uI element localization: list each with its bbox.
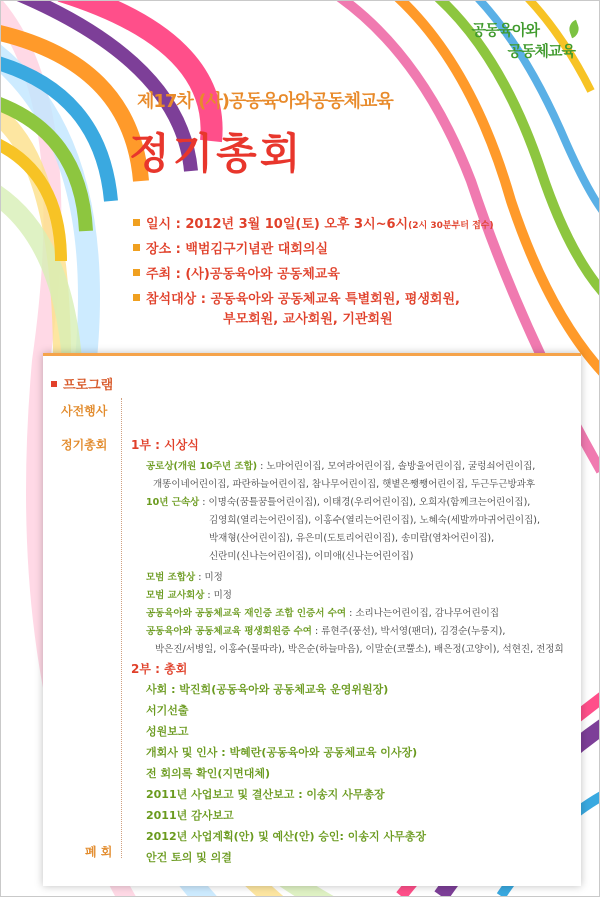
divider — [121, 398, 123, 858]
bullet-icon — [51, 381, 57, 387]
agenda-item: 전 회의록 확인(지면대체) — [146, 767, 270, 780]
agenda-item: 2011년 사업보고 및 결산보고 : 이송지 사무총장 — [146, 788, 385, 801]
award3-text: : 미정 — [195, 572, 223, 583]
logo-line1: 공동육아와 — [471, 21, 539, 39]
award1 — [146, 458, 535, 472]
event-info — [133, 213, 494, 330]
logo-line2: 공동체교육 — [507, 42, 575, 60]
agenda-item: 2012년 사업계획(안) 및 예산(안) 승인: 이송지 사무총장 — [146, 830, 426, 843]
life-label: 공동육아와 공동체교육 평생회원증 수여 — [146, 626, 312, 637]
part1-title: 1부 : 시상식 — [131, 438, 199, 452]
agenda-item: 사회 : 박진희(공동육아와 공동체교육 운영위원장) — [146, 683, 389, 696]
general-meeting-label: 정기총회 — [61, 438, 108, 452]
info-host — [133, 263, 494, 288]
award2 — [146, 494, 530, 508]
agenda-item: 서기선출 — [146, 704, 189, 717]
lifetime-membership — [146, 623, 505, 637]
award2-line: 박재형(산어린이집), 유은미(도토리어린이집), 송미람(염차어린이집), — [209, 533, 495, 544]
agenda-item: 2011년 감사보고 — [146, 809, 234, 822]
award4-text: : 미정 — [204, 590, 232, 601]
event-subtitle: 제17차 (사)공동육아와공동체교육 — [137, 91, 393, 112]
bullet-icon — [133, 244, 140, 251]
program-heading — [51, 374, 113, 393]
award2-label: 10년 근속상 — [146, 497, 200, 508]
part2-title: 2부 : 총회 — [131, 662, 188, 676]
info-place — [133, 238, 494, 263]
bullet-icon — [133, 294, 140, 301]
bullet-icon — [133, 219, 140, 226]
logo — [472, 19, 575, 61]
life-text: : 류현주(풍선), 박서영(팬더), 김경순(누룽지), — [311, 626, 506, 637]
agenda-item: 개회사 및 인사 : 박혜란(공동육아와 공동체교육 이사장) — [146, 746, 418, 759]
date-note: (2시 30분부터 접수) — [408, 221, 494, 231]
award3-label: 모범 조합상 — [146, 572, 196, 583]
info-attendees-cont: 부모회원, 교사회원, 기관회원 — [223, 312, 393, 327]
info-date — [133, 213, 494, 238]
info-attendees — [133, 288, 494, 308]
lifetime-membership-cont: 박은진/서병일, 이홍수(물따라), 박은순(하늘마음), 이말순(코뿔소), 배은정(고양이), 석현진, 전정희 — [155, 644, 564, 655]
bullet-icon — [133, 269, 140, 276]
award1-cont: 개똥이네어린이집, 파란하늘어린이집, 참나무어린이집, 햇볕은쨍쨍어린이집, 두근두근방과후 — [153, 479, 536, 490]
pre-event-label: 사전행사 — [61, 404, 108, 418]
closing-label: 폐 회 — [85, 845, 113, 859]
award4 — [146, 587, 232, 601]
cert-text: : 소리나는어린이집, 감나무어린이집 — [346, 608, 500, 619]
award2-line: 김영희(열리는어린이집), 이홍수(열리는어린이집), 노혜숙(세발까마귀어린이집), — [209, 515, 541, 526]
award2-line: : 이명숙(꿈틀꿈틀어린이집), 이태경(우리어린이집), 오희자(함께크는어린이집), — [199, 497, 531, 508]
program-card — [43, 353, 581, 886]
award1-text: : 노마어린이집, 모여라어린이집, 솔방울어린이집, 굴렁쇠어린이집, — [257, 461, 536, 472]
program-heading-text: 프로그램 — [63, 378, 114, 393]
agenda-item: 성원보고 — [146, 725, 189, 738]
award1-label: 공로상(개원 10주년 조합) — [146, 461, 258, 472]
attendees-text: 참석대상 : 공동육아와 공동체교육 특별회원, 평생회원, — [146, 292, 460, 307]
recertification — [146, 605, 499, 619]
place-text: 장소 : 백범김구기념관 대회의실 — [146, 242, 329, 257]
event-title: 정기총회 — [129, 129, 304, 178]
cert-label: 공동육아와 공동체교육 재인증 조합 인증서 수여 — [146, 608, 347, 619]
award3 — [146, 569, 223, 583]
agenda-item: 안건 토의 및 의결 — [146, 851, 232, 864]
host-text: 주최 : (사)공동육아와 공동체교육 — [146, 267, 340, 282]
award4-label: 모범 교사회상 — [146, 590, 205, 601]
date-text: 일시 : 2012년 3월 10일(토) 오후 3시~6시 — [146, 217, 409, 232]
award2-line: 신란미(신나는어린이집), 이미애(신나는어린이집) — [209, 551, 414, 562]
